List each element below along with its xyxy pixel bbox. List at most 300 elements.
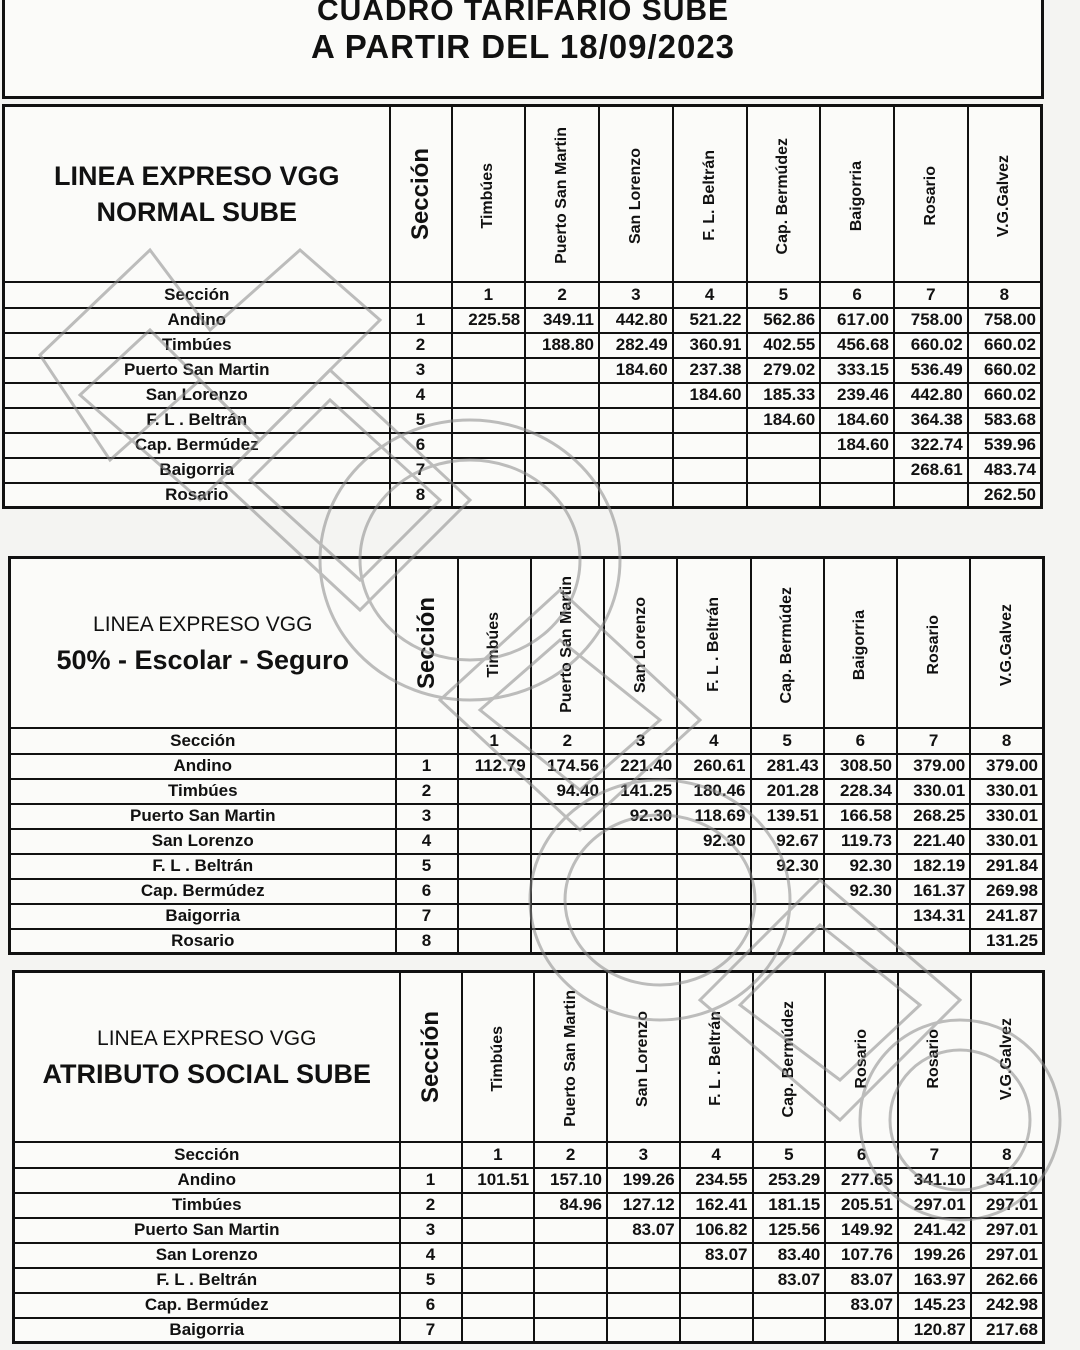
- fare-cell: 184.60: [820, 408, 894, 433]
- column-number-1: 1: [458, 728, 531, 754]
- fare-cell: 120.87: [898, 1318, 971, 1343]
- fare-cell: [820, 483, 894, 508]
- fare-cell: 341.10: [898, 1168, 971, 1193]
- fare-cell: [531, 904, 604, 929]
- column-header-wrap: [453, 159, 525, 229]
- fare-cell: [452, 433, 526, 458]
- column-header-7: [897, 558, 970, 728]
- table-title-cell: [14, 972, 400, 1142]
- fare-cell: [462, 1293, 535, 1318]
- fare-cell: 297.01: [898, 1193, 971, 1218]
- fare-cell: [677, 879, 750, 904]
- fare-cell: 277.65: [825, 1168, 898, 1193]
- title-line-1: CUADRO TARIFARIO SUBE: [316, 0, 730, 27]
- seccion-vertical-label: Sección: [406, 147, 434, 240]
- fare-cell: 330.01: [970, 829, 1043, 854]
- fare-cell: [677, 904, 750, 929]
- row-origin-name: Andino: [10, 754, 396, 779]
- table-row: [10, 829, 1044, 854]
- fare-cell: 92.30: [824, 879, 897, 904]
- row-section-number: 4: [390, 383, 452, 408]
- column-header-label: Cap. Bermúdez: [778, 586, 796, 703]
- column-header-1: [462, 972, 535, 1142]
- table-title-cell: [10, 558, 396, 728]
- column-header-wrap: [535, 986, 606, 1127]
- table-title-cell: [4, 106, 390, 282]
- fare-cell: 379.00: [970, 754, 1043, 779]
- fare-cell: [897, 929, 970, 954]
- fare-cell: 83.07: [825, 1268, 898, 1293]
- fare-cell: 364.38: [894, 408, 968, 433]
- column-number-2: 2: [534, 1142, 607, 1168]
- fare-cell: 456.68: [820, 333, 894, 358]
- fare-cell: [825, 1318, 898, 1343]
- table-row: [10, 929, 1044, 954]
- fare-cell: 174.56: [531, 754, 604, 779]
- table-row: [14, 1293, 1044, 1318]
- table-title-line-2: ATRIBUTO SOCIAL SUBE: [42, 1058, 372, 1089]
- seccion-vertical-label: Sección: [412, 596, 440, 689]
- row-section-number: 3: [400, 1218, 462, 1243]
- fare-cell: 660.02: [968, 333, 1042, 358]
- fare-cell: 360.91: [673, 333, 747, 358]
- fare-cell: 182.19: [897, 854, 970, 879]
- table-row: [14, 1218, 1044, 1243]
- title-box: [2, 0, 1044, 99]
- fare-cell: 83.07: [680, 1243, 753, 1268]
- column-number-1: 1: [462, 1142, 535, 1168]
- fare-cell: 281.43: [751, 754, 824, 779]
- fare-cell: 228.34: [824, 779, 897, 804]
- fare-cell: [531, 854, 604, 879]
- fare-cell: [824, 929, 897, 954]
- table-row: [4, 308, 1042, 333]
- column-header-wrap: [752, 583, 823, 703]
- fare-cell: 92.30: [604, 804, 677, 829]
- column-number-6: 6: [825, 1142, 898, 1168]
- row-origin-name: Rosario: [10, 929, 396, 954]
- table-row: [10, 904, 1044, 929]
- fare-cell: [525, 358, 599, 383]
- fare-cell: [599, 458, 673, 483]
- column-number-8: 8: [971, 1142, 1044, 1168]
- fare-cell: 92.30: [824, 854, 897, 879]
- fare-cell: 162.41: [680, 1193, 753, 1218]
- fare-cell: 253.29: [753, 1168, 826, 1193]
- fare-cell: 241.42: [898, 1218, 971, 1243]
- table-title-line-1: LINEA EXPRESO VGG: [93, 612, 313, 636]
- row-origin-name: Baigorria: [10, 904, 396, 929]
- fare-cell: 157.10: [534, 1168, 607, 1193]
- fare-cell: 234.55: [680, 1168, 753, 1193]
- column-header-label: F. L . Beltrán: [707, 1011, 725, 1107]
- column-header-4: [677, 558, 750, 728]
- fare-cell: [673, 483, 747, 508]
- column-header-wrap: [895, 162, 967, 226]
- column-number-3: 3: [599, 282, 673, 308]
- fare-cell: 166.58: [824, 804, 897, 829]
- fare-cell: 184.60: [820, 433, 894, 458]
- fare-cell: [458, 829, 531, 854]
- row-section-number: 2: [396, 779, 458, 804]
- row-origin-name: Puerto San Martin: [14, 1218, 400, 1243]
- fare-cell: 134.31: [897, 904, 970, 929]
- column-header-wrap: [969, 151, 1040, 237]
- fare-cell: 225.58: [452, 308, 526, 333]
- fare-cell: 205.51: [825, 1193, 898, 1218]
- column-number-5: 5: [753, 1142, 826, 1168]
- column-header-wrap: [971, 600, 1042, 686]
- fare-cell: [673, 458, 747, 483]
- column-number-1: 1: [452, 282, 526, 308]
- fare-cell: 163.97: [898, 1268, 971, 1293]
- table-row: [10, 854, 1044, 879]
- fare-cell: [462, 1318, 535, 1343]
- fare-cell: [458, 854, 531, 879]
- column-header-wrap: [459, 608, 530, 678]
- column-number-7: 7: [894, 282, 968, 308]
- fare-cell: 83.07: [607, 1218, 680, 1243]
- column-header-label: San Lorenzo: [634, 1010, 652, 1107]
- column-header-3: [599, 106, 673, 282]
- fare-cell: [525, 408, 599, 433]
- fare-cell: 333.15: [820, 358, 894, 383]
- column-number-5: 5: [751, 728, 824, 754]
- fare-cell: 92.30: [751, 854, 824, 879]
- table-row: [14, 1243, 1044, 1268]
- fare-cell: [607, 1268, 680, 1293]
- row-section-number: 7: [390, 458, 452, 483]
- fare-cell: [458, 904, 531, 929]
- row-section-number: 1: [396, 754, 458, 779]
- fare-cell: 221.40: [897, 829, 970, 854]
- fare-cell: 161.37: [897, 879, 970, 904]
- row-section-number: 5: [390, 408, 452, 433]
- fare-cell: 141.25: [604, 779, 677, 804]
- row-origin-name: Timbúes: [4, 333, 390, 358]
- table-row: [14, 1193, 1044, 1218]
- fare-cell: 92.67: [751, 829, 824, 854]
- column-header-label: Rosario: [924, 614, 942, 675]
- fare-cell: 199.26: [898, 1243, 971, 1268]
- fare-cell: 442.80: [894, 383, 968, 408]
- column-header-label: V.G.Galvez: [995, 154, 1013, 237]
- fare-cell: 101.51: [462, 1168, 535, 1193]
- table-row: [10, 754, 1044, 779]
- empty-cell: [400, 1142, 462, 1168]
- fare-cell: 322.74: [894, 433, 968, 458]
- column-header-wrap: [826, 1025, 897, 1089]
- row-section-number: 6: [396, 879, 458, 904]
- fare-cell: 127.12: [607, 1193, 680, 1218]
- fare-cell: 758.00: [968, 308, 1042, 333]
- column-header-label: V.G.Galvez: [997, 603, 1015, 686]
- fare-cell: [677, 854, 750, 879]
- fare-cell: [747, 458, 821, 483]
- fare-cell: 184.60: [747, 408, 821, 433]
- fare-cell: [824, 904, 897, 929]
- column-header-label: Timbúes: [485, 612, 503, 678]
- column-header-5: [753, 972, 826, 1142]
- fare-cell: [599, 483, 673, 508]
- fare-cell: 268.61: [894, 458, 968, 483]
- column-number-4: 4: [673, 282, 747, 308]
- fare-cell: 217.68: [971, 1318, 1044, 1343]
- column-header-label: Puerto San Martin: [553, 127, 571, 265]
- fare-cell: 291.84: [970, 854, 1043, 879]
- fare-cell: 237.38: [673, 358, 747, 383]
- fare-cell: [462, 1243, 535, 1268]
- fare-cell: 297.01: [971, 1218, 1044, 1243]
- row-section-number: 4: [400, 1243, 462, 1268]
- row-origin-name: F. L . Beltrán: [14, 1268, 400, 1293]
- seccion-row-label: Sección: [4, 282, 390, 308]
- row-origin-name: San Lorenzo: [14, 1243, 400, 1268]
- row-origin-name: Rosario: [4, 483, 390, 508]
- fare-cell: 262.66: [971, 1268, 1044, 1293]
- title-line-2: A PARTIR DEL 18/09/2023: [310, 28, 736, 65]
- fare-cell: [753, 1318, 826, 1343]
- column-number-3: 3: [604, 728, 677, 754]
- fare-cell: 308.50: [824, 754, 897, 779]
- column-header-label: Puerto San Martin: [558, 576, 576, 714]
- fare-cell: 145.23: [898, 1293, 971, 1318]
- fare-cell: [747, 483, 821, 508]
- empty-cell: [396, 728, 458, 754]
- column-header-label: San Lorenzo: [626, 147, 644, 244]
- fare-cell: 260.61: [677, 754, 750, 779]
- fare-cell: 758.00: [894, 308, 968, 333]
- column-header-6: [820, 106, 894, 282]
- fare-cell: 139.51: [751, 804, 824, 829]
- fare-cell: 442.80: [599, 308, 673, 333]
- row-section-number: 3: [396, 804, 458, 829]
- table-row: [4, 433, 1042, 458]
- column-number-6: 6: [820, 282, 894, 308]
- seccion-header-wrap: [397, 597, 457, 689]
- fare-cell: 125.56: [753, 1218, 826, 1243]
- fare-cell: 131.25: [970, 929, 1043, 954]
- column-header-wrap: [821, 157, 893, 231]
- fare-cell: [599, 433, 673, 458]
- fare-cell: [534, 1268, 607, 1293]
- fare-cell: [751, 904, 824, 929]
- empty-cell: [390, 282, 452, 308]
- row-origin-name: San Lorenzo: [4, 383, 390, 408]
- fare-cell: 106.82: [680, 1218, 753, 1243]
- column-header-wrap: [526, 123, 598, 264]
- tariff-table-1: [2, 104, 1043, 509]
- seccion-header-cell: [396, 558, 458, 728]
- fare-cell: [820, 458, 894, 483]
- column-header-label: Timbúes: [488, 1026, 506, 1092]
- fare-cell: [462, 1193, 535, 1218]
- fare-cell: 379.00: [897, 754, 970, 779]
- column-header-label: Cap. Bermúdez: [779, 1000, 797, 1117]
- table-title-line-2: NORMAL SUBE: [96, 196, 297, 227]
- column-number-2: 2: [531, 728, 604, 754]
- column-header-wrap: [463, 1022, 534, 1092]
- fare-cell: [525, 383, 599, 408]
- fare-cell: 330.01: [897, 779, 970, 804]
- row-origin-name: Baigorria: [4, 458, 390, 483]
- fare-cell: [458, 879, 531, 904]
- fare-cell: [531, 829, 604, 854]
- row-section-number: 1: [390, 308, 452, 333]
- fare-cell: 184.60: [673, 383, 747, 408]
- fare-cell: [531, 929, 604, 954]
- fare-cell: [607, 1243, 680, 1268]
- row-origin-name: Timbúes: [10, 779, 396, 804]
- row-origin-name: Timbúes: [14, 1193, 400, 1218]
- fare-cell: [604, 929, 677, 954]
- column-header-wrap: [754, 997, 825, 1117]
- fare-cell: 239.46: [820, 383, 894, 408]
- column-header-8: [968, 106, 1042, 282]
- fare-cell: 199.26: [607, 1168, 680, 1193]
- fare-cell: [680, 1318, 753, 1343]
- column-header-label: Cap. Bermúdez: [774, 137, 792, 254]
- fare-cell: [452, 383, 526, 408]
- fare-cell: [534, 1293, 607, 1318]
- table-row: [4, 333, 1042, 358]
- seccion-header-cell: [390, 106, 452, 282]
- fare-cell: 349.11: [525, 308, 599, 333]
- seccion-row-label: Sección: [10, 728, 396, 754]
- row-section-number: 6: [400, 1293, 462, 1318]
- fare-cell: [452, 358, 526, 383]
- fare-cell: [607, 1293, 680, 1318]
- fare-cell: [452, 408, 526, 433]
- column-header-label: Rosario: [921, 165, 939, 226]
- column-header-wrap: [681, 1007, 752, 1106]
- column-header-7: [894, 106, 968, 282]
- fare-cell: 521.22: [673, 308, 747, 333]
- fare-cell: 94.40: [531, 779, 604, 804]
- column-number-5: 5: [747, 282, 821, 308]
- column-number-7: 7: [898, 1142, 971, 1168]
- fare-cell: [462, 1218, 535, 1243]
- fare-cell: [534, 1218, 607, 1243]
- fare-cell: [525, 458, 599, 483]
- fare-cell: 330.01: [970, 779, 1043, 804]
- fare-cell: [607, 1318, 680, 1343]
- column-number-4: 4: [677, 728, 750, 754]
- seccion-row-label: Sección: [14, 1142, 400, 1168]
- row-section-number: 8: [396, 929, 458, 954]
- fare-cell: 279.02: [747, 358, 821, 383]
- fare-cell: [753, 1293, 826, 1318]
- fare-cell: [751, 929, 824, 954]
- fare-cell: 242.98: [971, 1293, 1044, 1318]
- row-origin-name: Cap. Bermúdez: [14, 1293, 400, 1318]
- fare-cell: [534, 1243, 607, 1268]
- table-row: [4, 483, 1042, 508]
- fare-cell: 297.01: [971, 1243, 1044, 1268]
- row-section-number: 5: [400, 1268, 462, 1293]
- fare-cell: [751, 879, 824, 904]
- column-number-2: 2: [525, 282, 599, 308]
- fare-cell: 185.33: [747, 383, 821, 408]
- column-number-6: 6: [824, 728, 897, 754]
- table-row: [4, 358, 1042, 383]
- row-section-number: 6: [390, 433, 452, 458]
- row-origin-name: Puerto San Martin: [4, 358, 390, 383]
- table-title-line-1: LINEA EXPRESO VGG: [53, 160, 340, 191]
- fare-cell: 483.74: [968, 458, 1042, 483]
- table-row: [10, 879, 1044, 904]
- column-header-label: F. L . Beltrán: [704, 597, 722, 693]
- column-header-wrap: [605, 593, 676, 693]
- fare-cell: [680, 1293, 753, 1318]
- table-title-line-1: LINEA EXPRESO VGG: [97, 1026, 317, 1050]
- column-header-2: [525, 106, 599, 282]
- column-number-8: 8: [968, 282, 1042, 308]
- column-header-wrap: [678, 593, 749, 692]
- column-number-3: 3: [607, 1142, 680, 1168]
- column-header-label: V.G.Galvez: [997, 1017, 1015, 1100]
- fare-cell: [604, 829, 677, 854]
- row-origin-name: Andino: [4, 308, 390, 333]
- row-origin-name: F. L . Beltrán: [4, 408, 390, 433]
- fare-cell: 119.73: [824, 829, 897, 854]
- column-header-4: [680, 972, 753, 1142]
- column-header-1: [458, 558, 531, 728]
- row-origin-name: Puerto San Martin: [10, 804, 396, 829]
- column-header-label: Baigorria: [848, 160, 866, 231]
- fare-cell: [534, 1318, 607, 1343]
- column-header-wrap: [898, 611, 969, 675]
- column-header-3: [607, 972, 680, 1142]
- fare-cell: [452, 483, 526, 508]
- fare-cell: 181.15: [753, 1193, 826, 1218]
- fare-cell: 149.92: [825, 1218, 898, 1243]
- column-header-8: [970, 558, 1043, 728]
- seccion-vertical-label: Sección: [416, 1010, 444, 1103]
- fare-cell: 221.40: [604, 754, 677, 779]
- table-title-line-2: 50% - Escolar - Seguro: [56, 644, 350, 675]
- fare-cell: 330.01: [970, 804, 1043, 829]
- column-header-wrap: [532, 572, 603, 713]
- column-header-label: Timbúes: [479, 163, 497, 229]
- column-header-2: [531, 558, 604, 728]
- fare-cell: [462, 1268, 535, 1293]
- table-row: [4, 383, 1042, 408]
- column-header-wrap: [899, 1025, 970, 1089]
- column-number-7: 7: [897, 728, 970, 754]
- tariff-table-3: [12, 970, 1045, 1344]
- row-origin-name: F. L . Beltrán: [10, 854, 396, 879]
- fare-cell: [599, 408, 673, 433]
- table-row: [4, 408, 1042, 433]
- column-header-wrap: [748, 134, 820, 254]
- column-number-4: 4: [680, 1142, 753, 1168]
- fare-cell: 201.28: [751, 779, 824, 804]
- column-header-6: [824, 558, 897, 728]
- column-number-8: 8: [970, 728, 1043, 754]
- column-header-6: [825, 972, 898, 1142]
- seccion-header-wrap: [401, 1011, 461, 1103]
- column-header-4: [673, 106, 747, 282]
- fare-cell: [894, 483, 968, 508]
- fare-cell: [680, 1268, 753, 1293]
- fare-cell: 583.68: [968, 408, 1042, 433]
- column-header-wrap: [825, 606, 896, 680]
- fare-cell: [458, 804, 531, 829]
- fare-cell: [599, 383, 673, 408]
- row-origin-name: Andino: [14, 1168, 400, 1193]
- fare-cell: 282.49: [599, 333, 673, 358]
